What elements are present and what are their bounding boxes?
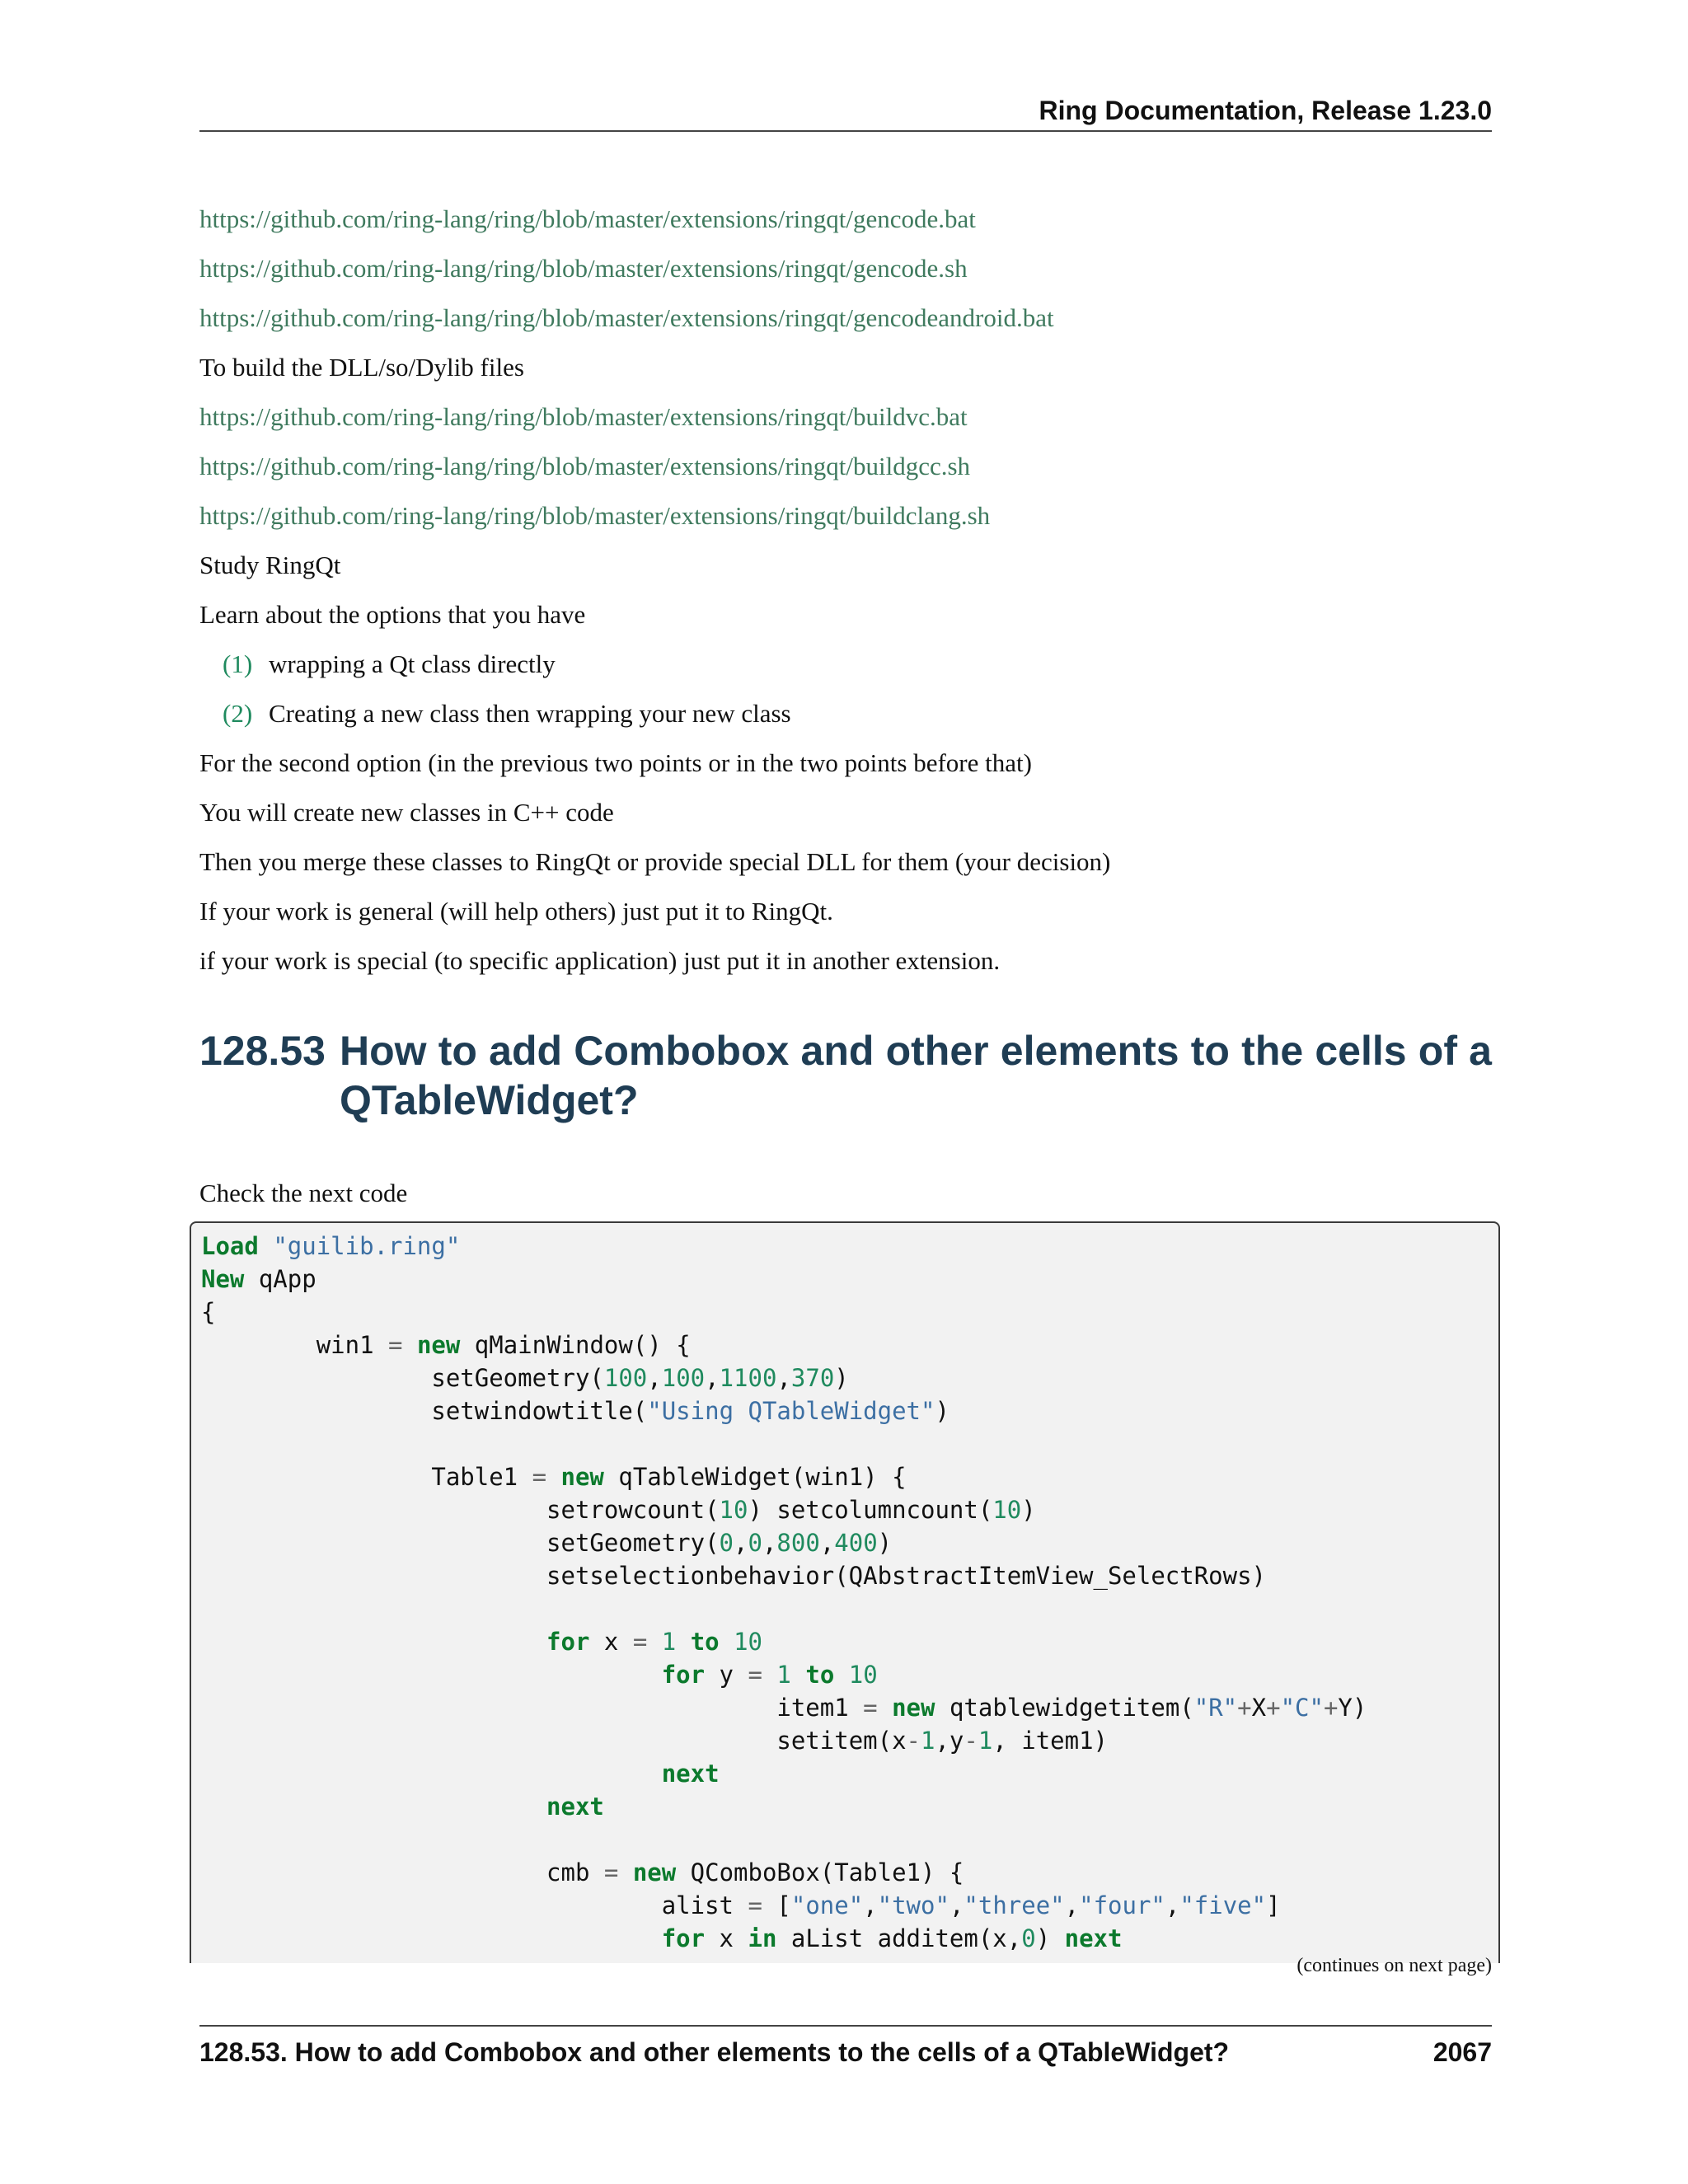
code-token: x bbox=[705, 1924, 748, 1952]
section-title-text: How to add Combobox and other elements to the cells of a QTableWidget? bbox=[340, 1028, 1492, 1123]
code-token: alist bbox=[201, 1891, 748, 1919]
code-line bbox=[201, 1628, 762, 1656]
code-token: 1 bbox=[921, 1727, 935, 1755]
code-token bbox=[201, 1661, 662, 1689]
section-number: 128.53 bbox=[199, 1028, 326, 1074]
gencode-link-android[interactable] bbox=[199, 293, 1492, 343]
para-general: If your work is general (will help others) just put it to RingQt. bbox=[199, 897, 833, 926]
code-token: , bbox=[734, 1529, 748, 1557]
code-token: item1 bbox=[201, 1694, 864, 1722]
code-token: setwindowtitle( bbox=[201, 1397, 648, 1425]
page-number: 2067 bbox=[1432, 2037, 1492, 2067]
code-token bbox=[834, 1661, 848, 1689]
build-link-clang[interactable] bbox=[199, 491, 1492, 541]
code-line bbox=[201, 1760, 720, 1788]
running-footer bbox=[199, 2025, 1492, 2067]
code-line bbox=[201, 1727, 1108, 1755]
code-token bbox=[201, 1628, 546, 1656]
code-token bbox=[791, 1661, 805, 1689]
build-text: To build the DLL/so/Dylib files bbox=[199, 353, 524, 382]
code-token: 370 bbox=[790, 1364, 835, 1392]
code-token: - bbox=[964, 1727, 978, 1755]
continues-note: (continues on next page) bbox=[1296, 1955, 1492, 1976]
link-gencode-sh[interactable]: https://github.com/ring-lang/ring/blob/master/extensions/ringqt/gencode.sh bbox=[199, 254, 968, 283]
code-token: = bbox=[748, 1661, 762, 1689]
code-token: "C" bbox=[1280, 1694, 1324, 1722]
code-token: [ bbox=[762, 1891, 791, 1919]
code-token: ] bbox=[1266, 1891, 1281, 1919]
code-token bbox=[618, 1858, 632, 1886]
code-token: aList additem(x, bbox=[776, 1924, 1022, 1952]
para-second-option: For the second option (in the previous two points or in the two points before that) bbox=[199, 748, 1032, 777]
code-token: ,y bbox=[935, 1727, 964, 1755]
code-token: 1100 bbox=[719, 1364, 777, 1392]
code-token: , bbox=[949, 1891, 964, 1919]
footer-title: 128.53. How to add Combobox and other elements to the cells of a QTableWidget? bbox=[199, 2037, 1230, 2067]
code-token: qTableWidget(win1) { bbox=[603, 1463, 907, 1491]
code-token: for bbox=[661, 1661, 706, 1689]
code-line bbox=[201, 1331, 691, 1359]
code-token: setGeometry( bbox=[201, 1364, 604, 1392]
code-token: ) bbox=[834, 1364, 849, 1392]
para-create: You will create new classes in C++ code bbox=[199, 798, 614, 827]
option-text: wrapping a Qt class directly bbox=[269, 649, 556, 678]
code-token: new bbox=[560, 1463, 604, 1491]
code-token: to bbox=[690, 1628, 720, 1656]
code-token: = bbox=[632, 1628, 648, 1656]
code-token: next bbox=[546, 1793, 604, 1821]
code-token: = bbox=[748, 1891, 762, 1919]
code-token bbox=[201, 1924, 662, 1952]
option-text: Creating a new class then wrapping your new class bbox=[269, 699, 791, 728]
option-item bbox=[199, 640, 1492, 689]
code-token: , bbox=[762, 1529, 777, 1557]
link-gencode-android[interactable]: https://github.com/ring-lang/ring/blob/master/extensions/ringqt/gencodeandroid.bat bbox=[199, 303, 1054, 332]
document-page bbox=[199, 0, 1492, 2184]
code-token: setitem(x bbox=[201, 1727, 907, 1755]
code-token: Load bbox=[201, 1232, 259, 1260]
code-token: "five" bbox=[1179, 1891, 1267, 1919]
code-token bbox=[259, 1232, 273, 1260]
code-token: , bbox=[1165, 1891, 1180, 1919]
code-token: 0 bbox=[1021, 1924, 1036, 1952]
code-token: 10 bbox=[719, 1496, 748, 1524]
code-line bbox=[201, 1397, 950, 1425]
code-token bbox=[878, 1694, 892, 1722]
code-token: new bbox=[416, 1331, 461, 1359]
code-token: + bbox=[1266, 1694, 1281, 1722]
code-token: setrowcount( bbox=[201, 1496, 720, 1524]
section-heading bbox=[199, 1026, 1492, 1125]
code-token: , bbox=[1064, 1891, 1080, 1919]
code-token: "two" bbox=[877, 1891, 950, 1919]
code-token bbox=[402, 1331, 416, 1359]
option-item bbox=[199, 689, 1492, 738]
para-special: if your work is special (to specific application) just put it in another extension. bbox=[199, 946, 1001, 975]
code-token: qMainWindow() { bbox=[460, 1331, 691, 1359]
code-token bbox=[647, 1628, 661, 1656]
code-token bbox=[201, 1793, 546, 1821]
code-line bbox=[201, 1694, 1367, 1722]
code-line bbox=[201, 1858, 964, 1886]
page-body bbox=[199, 194, 1492, 986]
code-token: cmb bbox=[201, 1858, 604, 1886]
code-token: QComboBox(Table1) { bbox=[676, 1858, 964, 1886]
code-token: 10 bbox=[992, 1496, 1022, 1524]
code-token: ) bbox=[877, 1529, 893, 1557]
code-token: to bbox=[805, 1661, 835, 1689]
code-token: 1 bbox=[661, 1628, 677, 1656]
code-token: next bbox=[1064, 1924, 1123, 1952]
code-token bbox=[546, 1463, 560, 1491]
link-buildclang[interactable]: https://github.com/ring-lang/ring/blob/master/extensions/ringqt/buildclang.sh bbox=[199, 501, 991, 530]
learn-text: Learn about the options that you have bbox=[199, 600, 586, 629]
code-token: = bbox=[388, 1331, 403, 1359]
study-text: Study RingQt bbox=[199, 551, 341, 579]
link-buildvc[interactable]: https://github.com/ring-lang/ring/blob/master/extensions/ringqt/buildvc.bat bbox=[199, 402, 968, 431]
code-token: 0 bbox=[748, 1529, 762, 1557]
code-token: qApp bbox=[244, 1265, 316, 1293]
code-line bbox=[201, 1924, 1122, 1952]
code-token: 10 bbox=[734, 1628, 762, 1656]
code-token: 800 bbox=[776, 1529, 820, 1557]
code-token: New bbox=[201, 1265, 245, 1293]
code-token: + bbox=[1237, 1694, 1252, 1722]
code-line bbox=[201, 1529, 892, 1557]
code-token: X bbox=[1251, 1694, 1267, 1722]
code-token: , bbox=[863, 1891, 878, 1919]
code-token: , bbox=[647, 1364, 662, 1392]
running-header: Ring Documentation, Release 1.23.0 bbox=[199, 92, 1492, 132]
code-token: "one" bbox=[790, 1891, 864, 1919]
code-token: next bbox=[661, 1760, 720, 1788]
code-token: = bbox=[532, 1463, 547, 1491]
code-token: 100 bbox=[603, 1364, 648, 1392]
code-token: { bbox=[201, 1298, 216, 1326]
code-line bbox=[201, 1891, 1281, 1919]
build-link-vc[interactable] bbox=[199, 392, 1492, 442]
code-token: setGeometry( bbox=[201, 1529, 720, 1557]
code-token bbox=[762, 1661, 776, 1689]
code-token: , bbox=[705, 1364, 720, 1392]
code-token: = bbox=[603, 1858, 619, 1886]
option-number: (2) bbox=[223, 699, 253, 728]
code-token bbox=[676, 1628, 690, 1656]
code-token: qtablewidgetitem( bbox=[935, 1694, 1194, 1722]
code-token: 1 bbox=[978, 1727, 993, 1755]
code-token bbox=[720, 1628, 734, 1656]
code-token: for bbox=[661, 1924, 706, 1952]
check-text: Check the next code bbox=[199, 1179, 408, 1207]
code-line bbox=[201, 1793, 604, 1821]
code-token: ) bbox=[1021, 1496, 1036, 1524]
code-token: 0 bbox=[719, 1529, 734, 1557]
code-token: 1 bbox=[776, 1661, 791, 1689]
code-token: "guilib.ring" bbox=[273, 1232, 461, 1260]
code-token bbox=[201, 1760, 662, 1788]
code-token: , item1) bbox=[992, 1727, 1109, 1755]
code-token: , bbox=[776, 1364, 791, 1392]
code-token: - bbox=[906, 1727, 921, 1755]
code-line bbox=[201, 1463, 907, 1491]
code-token: ) bbox=[935, 1397, 950, 1425]
code-token: 100 bbox=[661, 1364, 706, 1392]
code-token: + bbox=[1323, 1694, 1339, 1722]
para-merge: Then you merge these classes to RingQt or provide special DLL for them (your decision) bbox=[199, 847, 1111, 876]
build-link-gcc[interactable] bbox=[199, 442, 1492, 491]
code-token: for bbox=[546, 1628, 590, 1656]
code-line bbox=[201, 1364, 849, 1392]
link-buildgcc[interactable]: https://github.com/ring-lang/ring/blob/master/extensions/ringqt/buildgcc.sh bbox=[199, 452, 971, 480]
code-token: , bbox=[819, 1529, 835, 1557]
code-line bbox=[201, 1496, 1036, 1524]
code-line bbox=[201, 1232, 460, 1260]
code-line bbox=[201, 1562, 1266, 1590]
code-block bbox=[190, 1221, 1500, 1963]
code-token: "four" bbox=[1079, 1891, 1165, 1919]
code-line bbox=[201, 1265, 316, 1293]
code-token: "Using QTableWidget" bbox=[647, 1397, 935, 1425]
code-token: setselectionbehavior(QAbstractItemView_SelectRows) bbox=[201, 1562, 1267, 1590]
code-token: Table1 bbox=[201, 1463, 532, 1491]
code-token: = bbox=[863, 1694, 878, 1722]
code-line bbox=[201, 1661, 878, 1689]
option-number: (1) bbox=[223, 649, 253, 678]
code-token: ) setcolumncount( bbox=[748, 1496, 993, 1524]
code-token: "three" bbox=[964, 1891, 1065, 1919]
code-token: new bbox=[632, 1858, 677, 1886]
code-listing bbox=[191, 1223, 1498, 1955]
link-gencode-bat[interactable]: https://github.com/ring-lang/ring/blob/master/extensions/ringqt/gencode.bat bbox=[199, 204, 976, 233]
code-token: new bbox=[892, 1694, 935, 1722]
code-token: ) bbox=[1035, 1924, 1065, 1952]
code-line bbox=[201, 1298, 215, 1326]
code-token: win1 bbox=[201, 1331, 388, 1359]
gencode-link-bat[interactable] bbox=[199, 194, 1492, 244]
code-token: y bbox=[705, 1661, 748, 1689]
code-token: Y) bbox=[1338, 1694, 1367, 1722]
code-token: 10 bbox=[848, 1661, 878, 1689]
gencode-link-sh[interactable] bbox=[199, 244, 1492, 293]
code-token: 400 bbox=[834, 1529, 878, 1557]
code-token: x bbox=[589, 1628, 633, 1656]
code-token: "R" bbox=[1193, 1694, 1238, 1722]
code-token: in bbox=[748, 1924, 777, 1952]
